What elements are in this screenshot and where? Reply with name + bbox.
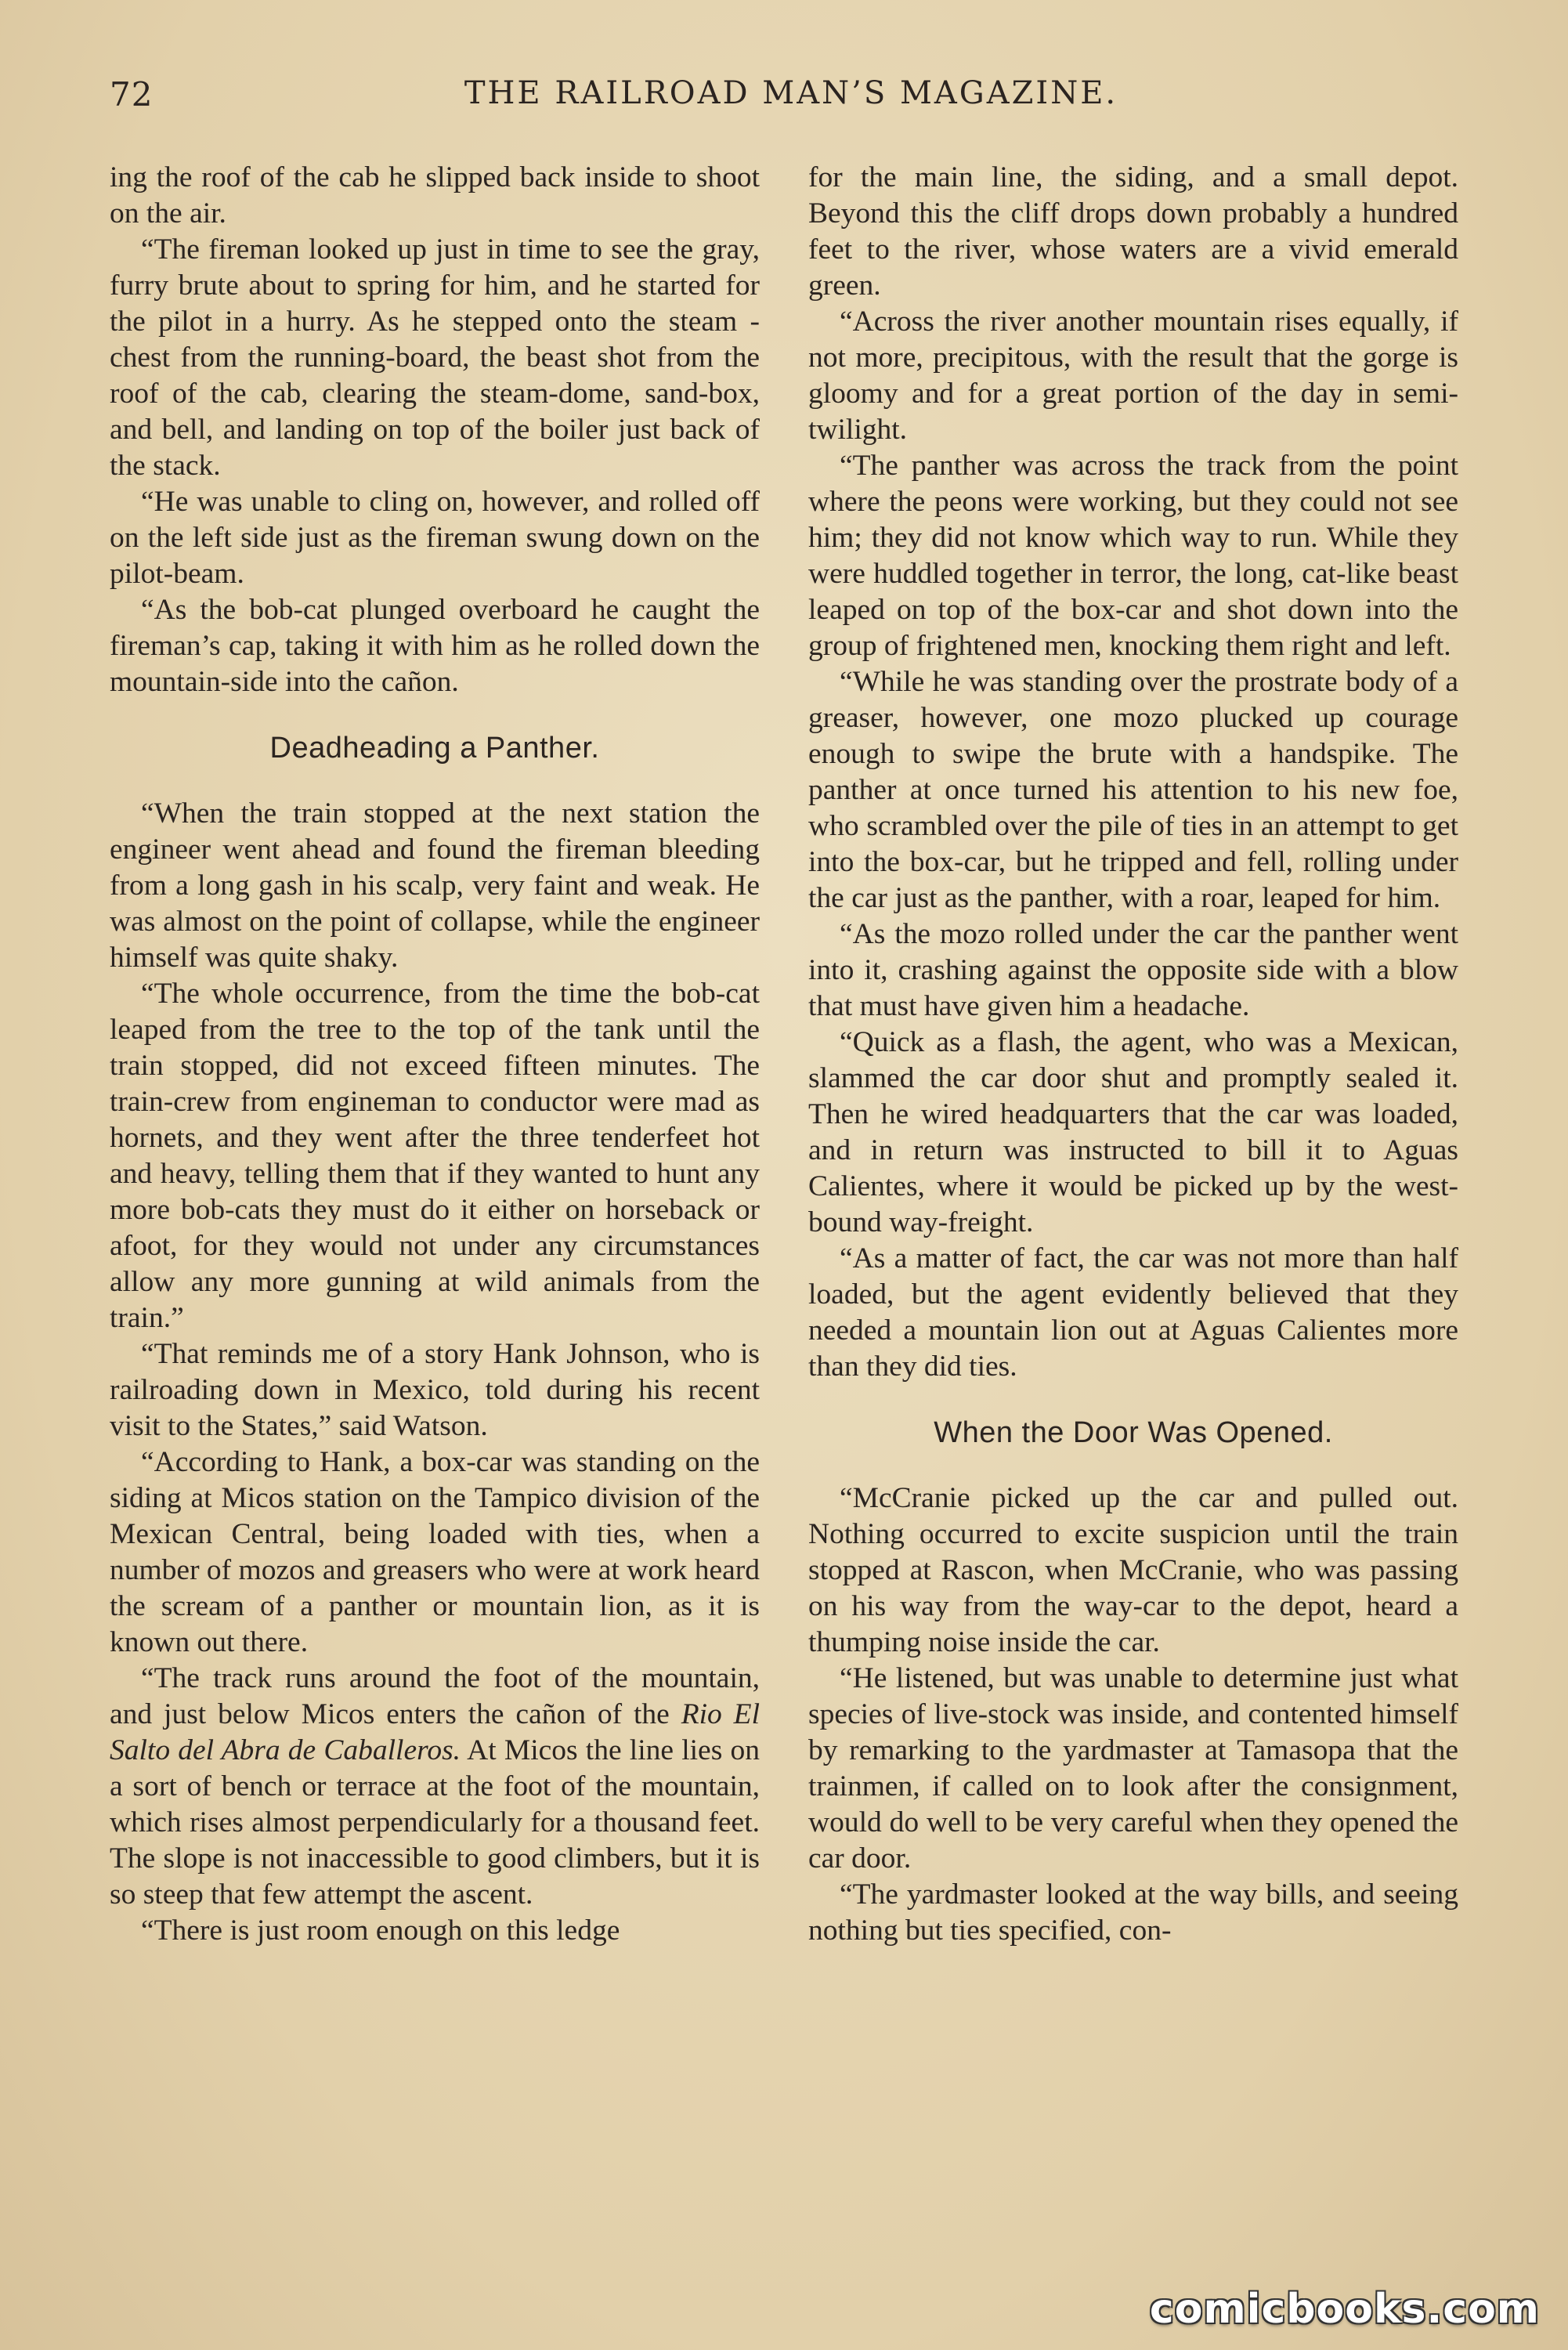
section-heading: When the Door Was Opened. <box>934 1416 1333 1449</box>
paragraph: “The yardmaster looked at the way bills, and seeing nothing but ties specified, con- <box>808 1878 1458 1947</box>
italic-place-name: Rio El Salto del Abra de Caballeros. <box>110 1698 760 1766</box>
paragraph: “As a matter of fact, the car was not more than half loaded, but the agent evidently believed that they needed a mountain lion out at Aguas Calientes more than they did ties. <box>808 1242 1458 1383</box>
page-number: 72 <box>110 75 154 114</box>
running-head: THE RAILROAD MAN’S MAGAZINE. <box>464 75 1118 111</box>
paragraph: ing the roof of the cab he slipped back inside to shoot on the air. <box>110 161 760 230</box>
paragraph: “Quick as a flash, the agent, who was a Mexican, slammed the car door shut and promptly sealed it. Then he wired headquarters that the car was loaded, and in return was instructed to bill it to Aguas Calientes, where it would be picked up by the west-bound way-freight. <box>808 1026 1458 1238</box>
paragraph: “As the bob-cat plunged overboard he caught the fireman’s cap, taking it with him as he rolled down the mountain-side into the cañon. <box>110 594 760 698</box>
paragraph: “The panther was across the track from the point where the peons were working, but they could not see him; they did not know which way to run. While they were huddled together in terror, the long, cat-like beast leaped on top of the box-car and shot down into the group of frightened men, knocking them right and left. <box>808 450 1458 662</box>
paragraph: “He listened, but was unable to determine just what species of live-stock was inside, and contented himself by remarking to the yardmaster at Tamasopa that the trainmen, if called on to look after the consignment, would do well to be very careful when they opened the car door. <box>808 1662 1458 1875</box>
paragraph: “He was unable to cling on, however, and rolled off on the left side just as the fireman swung down on the pilot-beam. <box>110 486 760 590</box>
paragraph: “According to Hank, a box-car was standing on the siding at Micos station on the Tampico division of the Mexican Central, being loaded with ties, when a number of mozos and greasers who were at work heard the scream of a panther or mountain lion, as it is known out there. <box>110 1446 760 1658</box>
paragraph: “While he was standing over the prostrate body of a greaser, however, one mozo plucked up courage enough to swipe the brute with a handspike. The panther at once turned his attention to his new foe, who scrambled over the pile of ties in an attempt to get into the box-car, but he tripped and fell, rolling under the car just as the panther, with a roar, leaped for him. <box>808 666 1458 914</box>
paragraph: “As the mozo rolled under the car the panther went into it, crashing against the opposite side with a blow that must have given him a headache. <box>808 918 1458 1022</box>
left-column <box>110 160 760 2275</box>
paragraph: “McCranie picked up the car and pulled out. Nothing occurred to excite suspicion until the train stopped at Rascon, when McCranie, who was passing on his way from the way-car to the depot, heard a thumping noise inside the car. <box>808 1482 1458 1658</box>
paragraph: “When the train stopped at the next station the engineer went ahead and found the fireman bleeding from a long gash in his scalp, very faint and weak. He was almost on the point of collapse, while the engineer himself was quite shaky. <box>110 797 760 974</box>
page-header <box>110 75 1472 122</box>
paragraph: “The whole occurrence, from the time the bob-cat leaped from the tree to the top of the tank until the train stopped, did not exceed fifteen minutes. The train-crew from engineman to conductor were mad as hornets, and they went after the three tenderfeet hot and heavy, telling them that if they wanted to hunt any more bob-cats they must do it either on horseback or afoot, for they would not under any circumstances allow any more gunning at wild animals from the train.” <box>110 978 760 1334</box>
paragraph: “That reminds me of a story Hank Johnson, who is railroading down in Mexico, told during his recent visit to the States,” said Watson. <box>110 1338 760 1442</box>
paragraph: “There is just room enough on this ledge <box>141 1914 620 1947</box>
paragraph-text: At Micos the line lies on a sort of bench or terrace at the foot of the mountain, which rises almost perpendicularly for a thousand feet. The slope is not inaccessible to good climbers, but it is so steep that few attempt the ascent. <box>110 1734 760 1911</box>
section-heading: Deadheading a Panther. <box>269 732 600 765</box>
paragraph-text: “The track runs around the foot of the mountain, and just below Micos enters the cañon of the <box>110 1662 760 1730</box>
paragraph: “The fireman looked up just in time to see the gray, furry brute about to spring for him, and he started for the pilot in a hurry. As he stepped onto the steam - chest from the running-board, the beast shot from the roof of the cab, clearing the steam-dome, sand-box, and bell, and landing on top of the boiler just back of the stack. <box>110 233 760 482</box>
paragraph <box>110 1661 760 1913</box>
paragraph: “Across the river another mountain rises equally, if not more, precipitous, with the result that the gorge is gloomy and for a great portion of the day in semi-twilight. <box>808 306 1458 446</box>
paragraph: for the main line, the siding, and a small depot. Beyond this the cliff drops down probably a hundred feet to the river, whose waters are a vivid emerald green. <box>808 161 1458 302</box>
watermark: comicbooks.com <box>1149 2286 1540 2333</box>
right-column <box>808 160 1458 2275</box>
